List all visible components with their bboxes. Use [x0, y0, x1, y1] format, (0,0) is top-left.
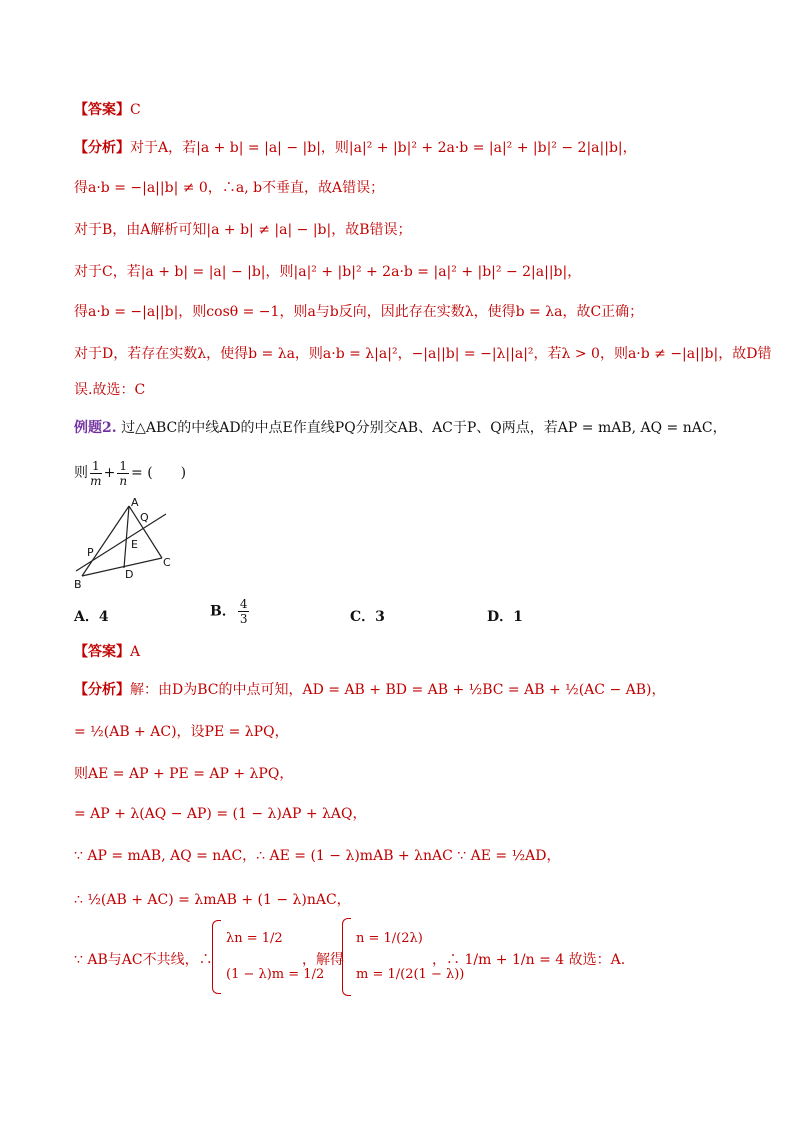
label-p: P [87, 546, 94, 559]
analysis2-line-7-prefix: ∵ AB与AC不共线，∴ [74, 952, 213, 968]
analysis1-line-4: 对于C，若|a + b| = |a| − |b|，则|a|² + |b|² + 2a·b = |a|² + |b|² − 2|a||b|， [74, 264, 582, 280]
analysis1-line-5: 得a·b = −|a||b|，则cosθ = −1，则a与b反向，因此存在实数λ，使得b = λa，故C正确； [74, 304, 644, 320]
option-a: A．4 [74, 609, 109, 625]
label-e: E [131, 538, 138, 551]
analysis-label: 【分析】 [74, 140, 130, 156]
analysis2-line-7-mid: ，解得 [302, 952, 344, 968]
ask-suffix: = ( ) [131, 465, 187, 481]
analysis1-line-6: 对于D，若存在实数λ，使得b = λa，则a·b = λ|a|²，−|a||b| = −|λ||a|²，若λ > 0，则a·b ≠ −|a||b|，故D错 [74, 346, 772, 362]
answer-line-1 [74, 100, 141, 120]
example-text: 过△ABC的中线AD的中点E作直线PQ分别交AB、AC于P、Q两点，若AP = mAB, AQ = nAC， [121, 420, 727, 436]
ask-prefix: 则 [74, 465, 88, 481]
label-c: C [163, 556, 171, 569]
answer-label: 【答案】 [74, 644, 130, 660]
analysis-text: 解：由D为BC的中点可知，AD = AB + BD = AB + ½BC = AB + ½(AC − AB)， [130, 682, 666, 698]
system-brace-1 [212, 920, 221, 994]
analysis-text: 对于A，若|a + b| = |a| − |b|，则|a|² + |b|² + 2a·b = |a|² + |b|² − 2|a||b|， [130, 140, 637, 156]
analysis-text: 得a·b = −|a||b| ≠ 0， [74, 180, 222, 196]
median-ad [124, 506, 129, 568]
analysis-text: 故A错误； [318, 180, 385, 196]
side-ab [82, 506, 129, 576]
one-over-n: $\frac{1}{n}$ [119, 458, 128, 488]
analysis2-line-5: ∵ AP = mAB, AQ = nAC，∴ AE = (1 − λ)mAB + λnAC ∵ AE = ½AD， [74, 848, 561, 864]
example2-question [74, 418, 727, 438]
one-over-m: $\frac{1}{m}$ [90, 458, 102, 488]
analysis2-line-4: = AP + λ(AQ − AP) = (1 − λ)AP + λAQ， [74, 806, 367, 822]
example-label: 例题2. [74, 420, 117, 436]
system2-eq1: n = 1/(2λ) [356, 931, 423, 946]
option-b: B． $\frac{4}{3}$ [210, 597, 248, 626]
analysis2-line-7-suffix: ，∴ 1/m + 1/n = 4 故选：A. [432, 952, 626, 968]
system-brace-2 [342, 918, 351, 996]
label-q: Q [140, 511, 149, 524]
analysis2-line-2: = ½(AB + AC)，设PE = λPQ， [74, 724, 289, 740]
side-bc [82, 558, 162, 576]
analysis1-line-7: 误.故选：C [74, 382, 146, 398]
triangle-figure [74, 496, 184, 591]
analysis2-line-6: ∴ ½(AB + AC) = λmAB + (1 − λ)nAC， [74, 892, 351, 908]
system1-eq1: λn = 1/2 [226, 931, 283, 946]
answer-value: A [130, 644, 141, 660]
system1-eq2: (1 − λ)m = 1/2 [226, 967, 325, 982]
analysis1-line-1 [74, 138, 637, 158]
label-b: B [74, 578, 82, 591]
option-c: C．3 [350, 609, 385, 625]
answer-line-2 [74, 642, 140, 662]
analysis-label: 【分析】 [74, 682, 130, 698]
label-d: D [125, 568, 134, 581]
label-a: A [131, 496, 139, 509]
analysis-text: ∴a, b不垂直， [221, 180, 319, 196]
answer-value: C [130, 102, 141, 118]
analysis1-line-3: 对于B，由A解析可知|a + b| ≠ |a| − |b|，故B错误； [74, 222, 412, 238]
analysis2-line-1 [74, 680, 666, 700]
answer-label: 【答案】 [74, 102, 130, 118]
analysis2-line-3: 则AE = AP + PE = AP + λPQ， [74, 766, 294, 782]
example2-ask: 则 $\frac{1}{m}$ + $\frac{1}{n}$ = ( ) [74, 458, 187, 488]
analysis1-line-2 [74, 178, 384, 198]
option-d: D．1 [487, 609, 523, 625]
system2-eq2: m = 1/(2(1 − λ)) [356, 967, 465, 982]
